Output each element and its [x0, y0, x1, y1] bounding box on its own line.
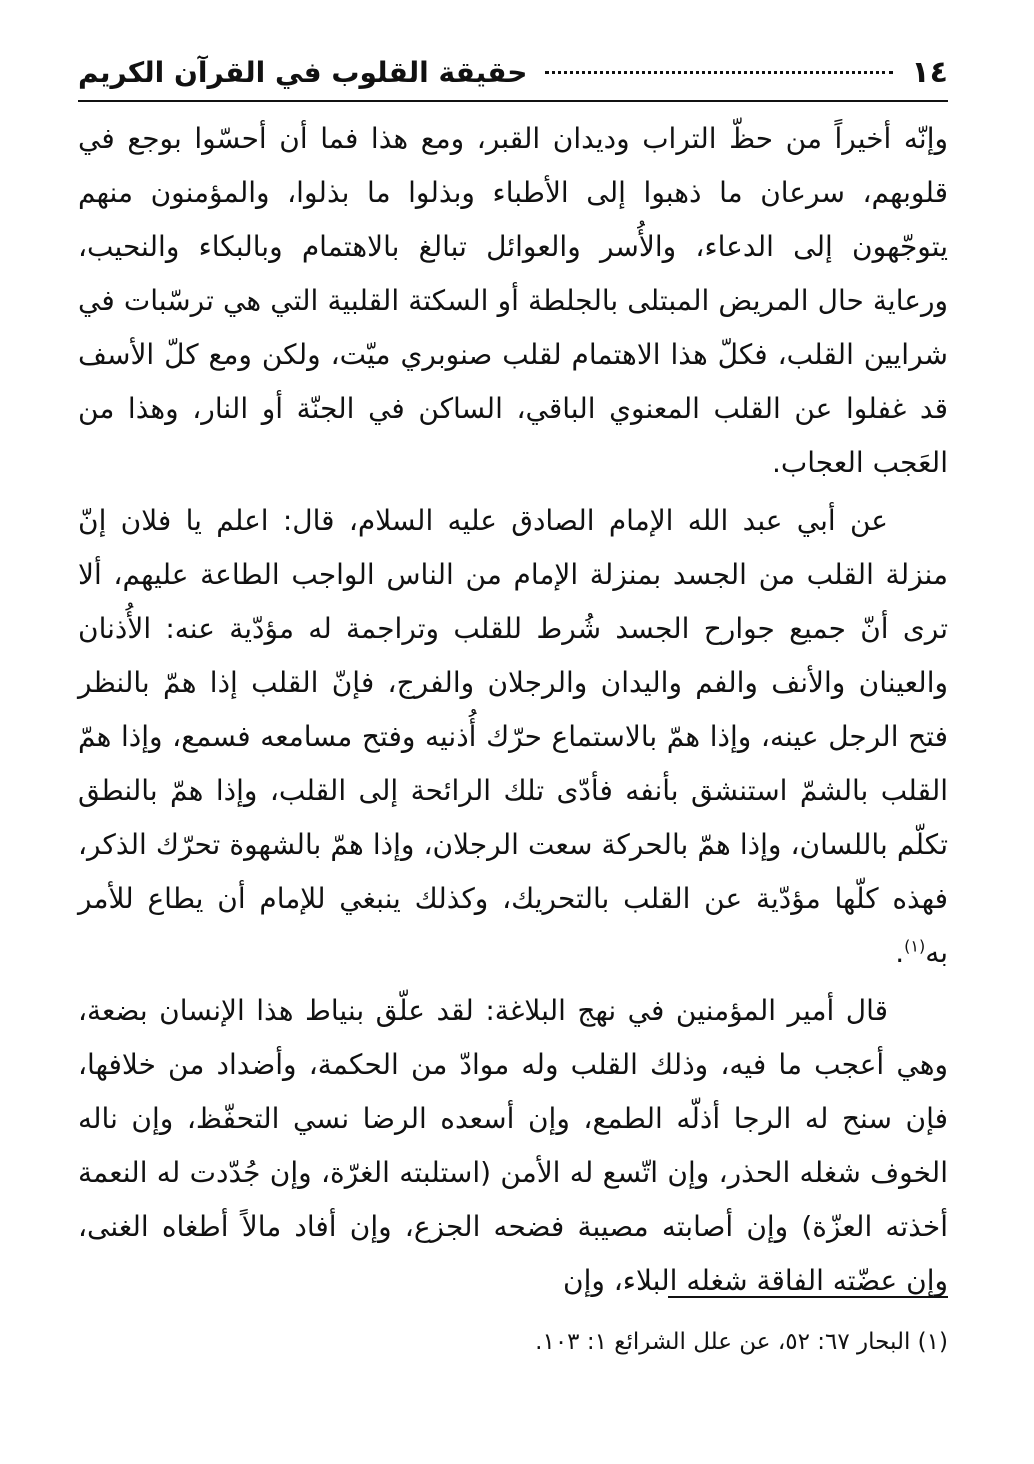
- page-number: ١٤: [911, 54, 948, 90]
- footnote: (١) البحار ٦٧: ٥٢، عن علل الشرائع ١: ١٠٣.: [535, 1329, 948, 1355]
- paragraph-3: قال أمير المؤمنين في نهج البلاغة: لقد علّق بنياط هذا الإنسان بضعة، وهي أعجب ما فيه، وذلك القلب وله موادّ من الحكمة، وأضداد من خلافها، فإن سنح له الرجا أذلّه الطمع، وإن أسعده الرضا نسي التحفّظ، وإن ناله الخوف شغله الحذر، وإن اتّسع له الأمن (استلبته الغرّة، وإن جُدّدت له النعمة أخذته العزّة) وإن أصابته مصيبة فضحه الجزع، وإن أفاد مالاً أطغاه الغنى، وإن عضّته الفاقة شغله البلاء، وإن: [78, 994, 948, 1297]
- main-text: [78, 112, 948, 1308]
- header-leader-dots: [545, 71, 893, 74]
- paragraph-2-end: .: [895, 936, 905, 969]
- page-header: [78, 44, 948, 102]
- paragraph-2: [78, 494, 948, 980]
- footnote-reference: (١): [904, 936, 926, 956]
- running-title: حقيقة القلوب في القرآن الكريم: [78, 55, 528, 89]
- book-page: [78, 44, 948, 1424]
- footnote-separator: [668, 1296, 948, 1298]
- paragraph-2-text: عن أبي عبد الله الإمام الصادق عليه السلام، قال: اعلم يا فلان إنّ منزلة القلب من الجسد بمنزلة الإمام من الناس الواجب الطاعة عليهم، ألا ترى أنّ جميع جوارح الجسد شُرط للقلب وتراجمة له مؤدّية عنه: الأُذنان والعينان والأنف والفم واليدان والرجلان والفرج، فإنّ القلب إذا همّ بالنظر فتح الرجل عينه، وإذا همّ بالاستماع حرّك أُذنيه وفتح مسامعه فسمع، وإذا همّ القلب بالشمّ استنشق بأنفه فأدّى تلك الرائحة إلى القلب، وإذا همّ بالنطق تكلّم باللسان، وإذا همّ بالحركة سعت الرجلان، وإذا همّ بالشهوة تحرّك الذكر، فهذه كلّها مؤدّية عن القلب بالتحريك، وكذلك ينبغي للإمام أن يطاع للأمر به: [78, 504, 948, 969]
- paragraph-1: وإنّه أخيراً من حظّ التراب وديدان القبر، ومع هذا فما أن أحسّوا بوجع في قلوبهم، سرعان ما ذهبوا إلى الأطباء وبذلوا ما بذلوا، والمؤمنون منهم يتوجّهون إلى الدعاء، والأُسر والعوائل تبالغ بالاهتمام وبالبكاء والنحيب، ورعاية حال المريض المبتلى بالجلطة أو السكتة القلبية التي هي ترسّبات في شرايين القلب، فكلّ هذا الاهتمام لقلب صنوبري ميّت، ولكن ومع كلّ الأسف قد غفلوا عن القلب المعنوي الباقي، الساكن في الجنّة أو النار، وهذا من العَجب العجاب.: [78, 122, 948, 479]
